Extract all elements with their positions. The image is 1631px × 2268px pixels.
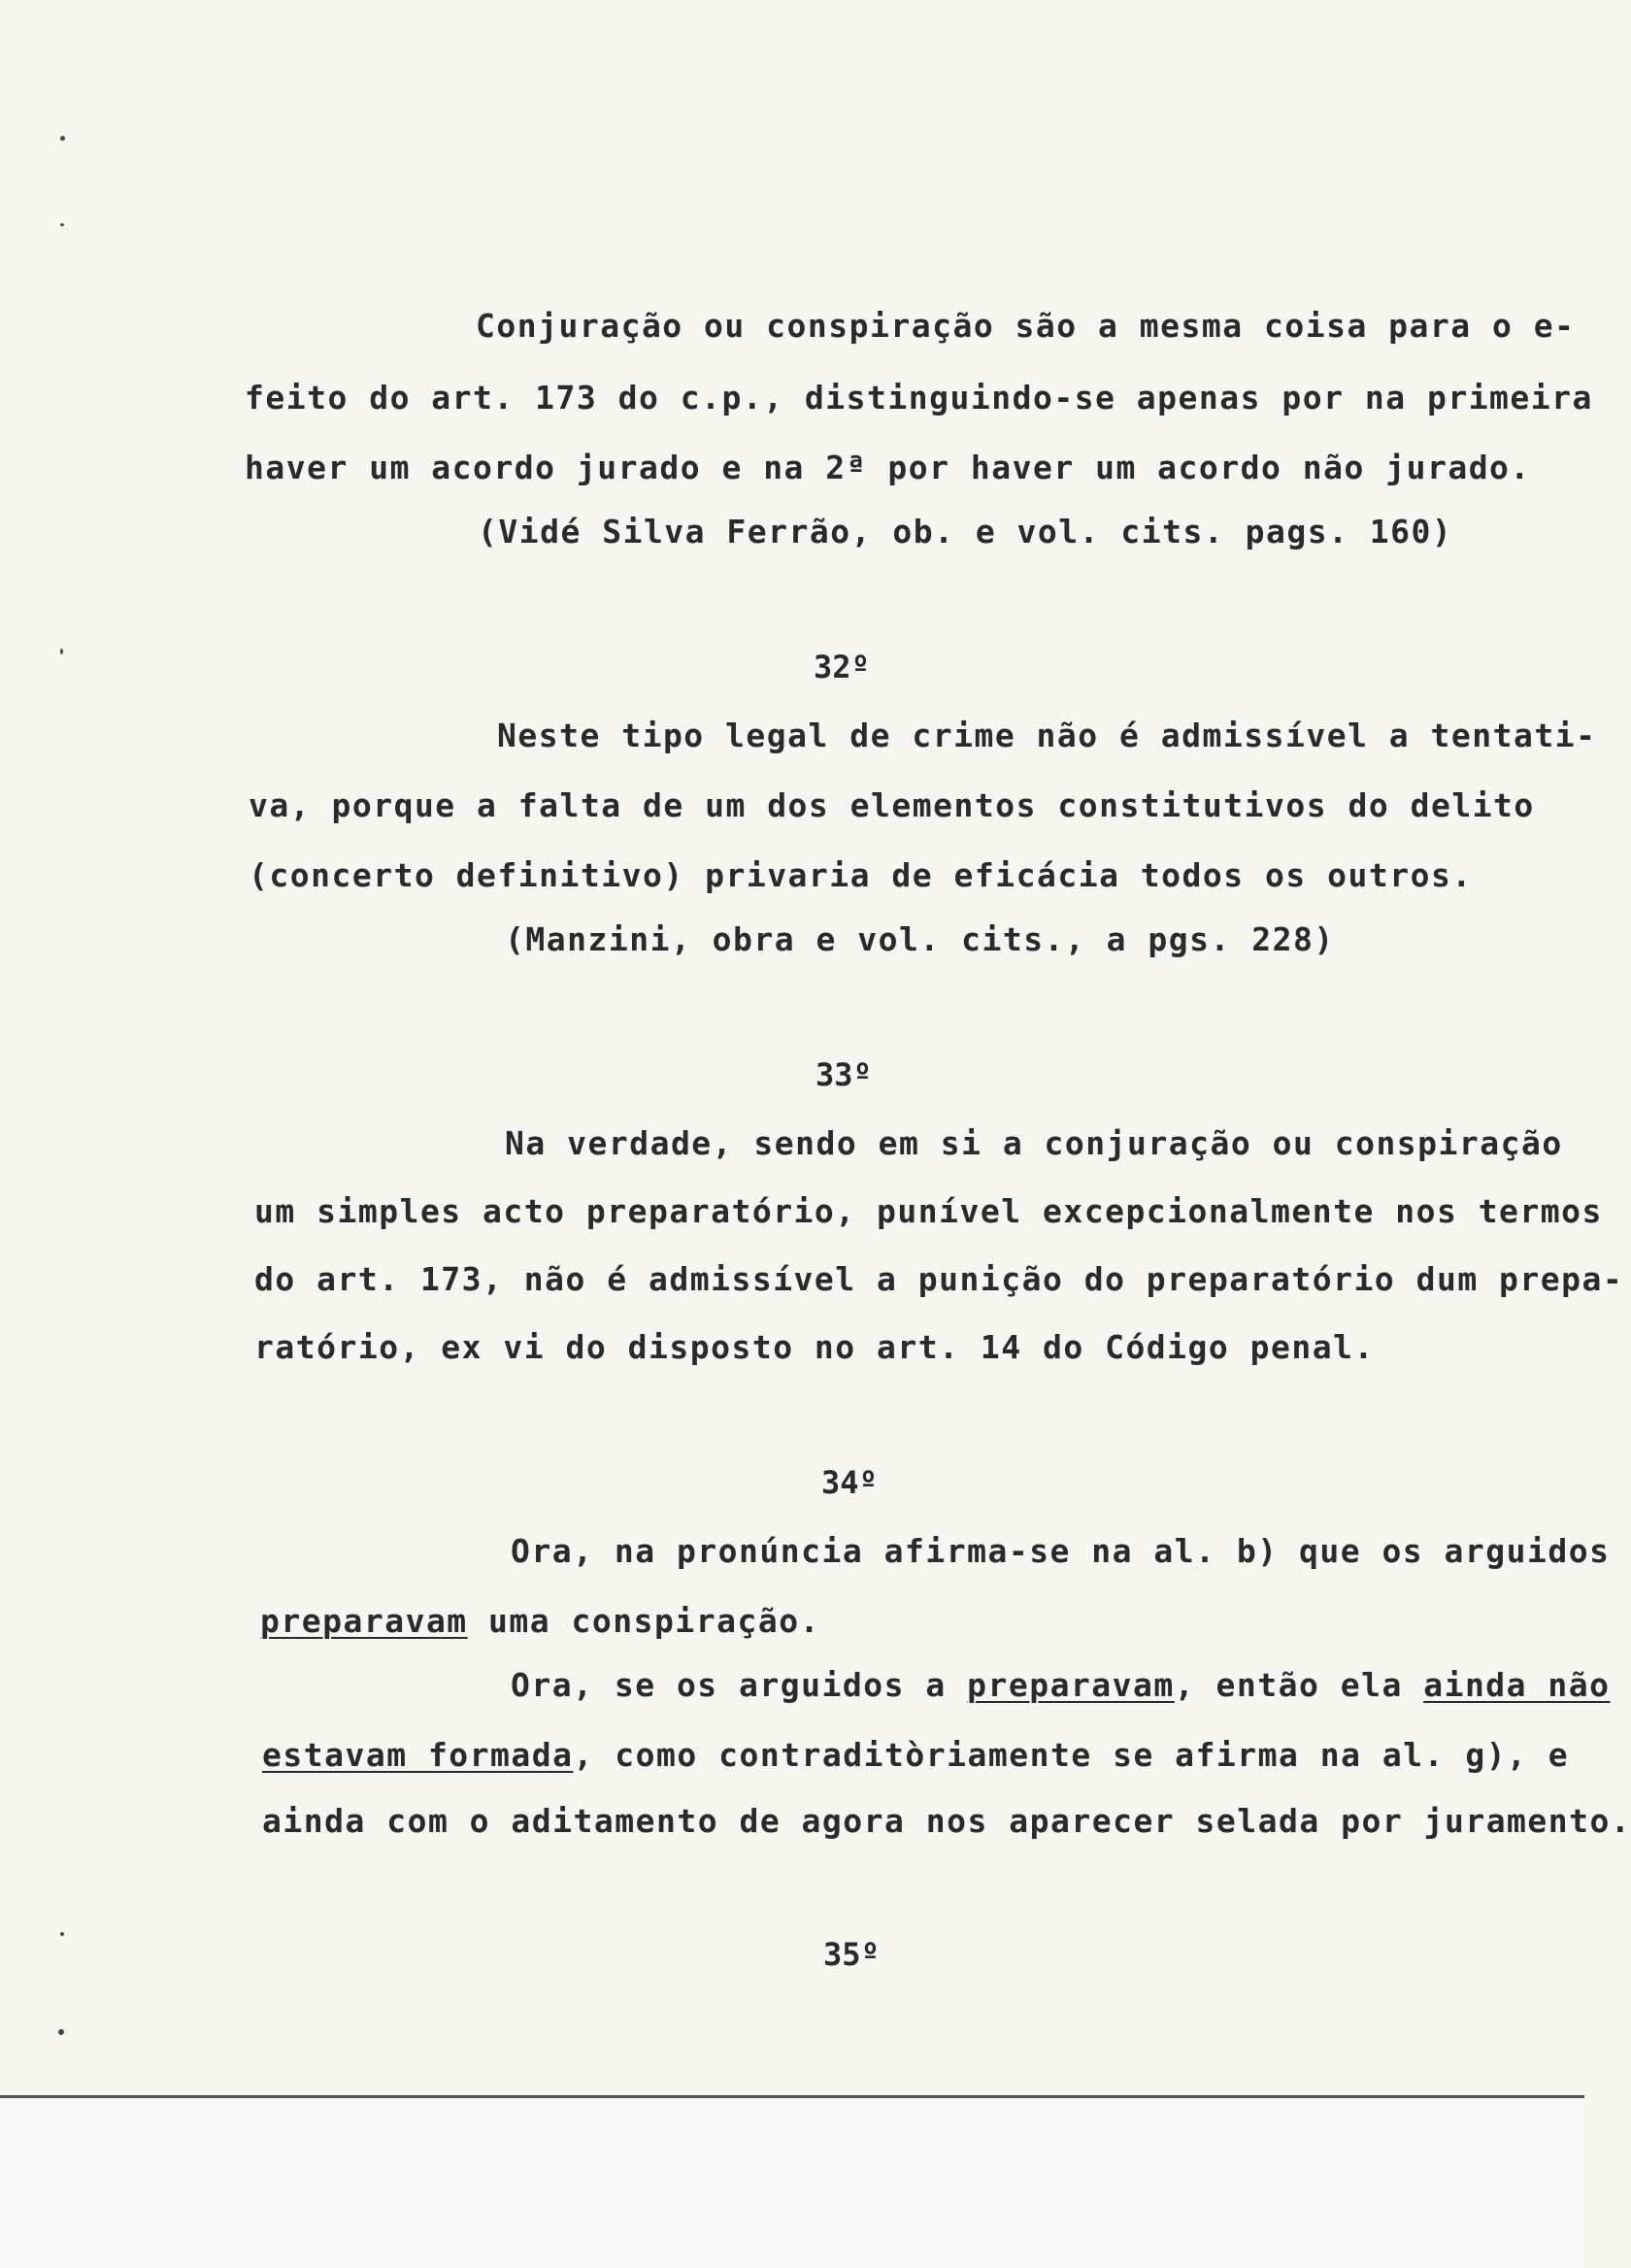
s33-line4: ratório, ex vi do disposto no art. 14 do Código penal. — [254, 1328, 1375, 1366]
p31-line3: haver um acordo jurado e na 2ª por haver um acordo não jurado. — [245, 449, 1531, 486]
s33-line1: Na verdade, sendo em si a conjuração ou conspiração — [505, 1124, 1563, 1162]
margin-speck-4 — [60, 1932, 64, 1936]
s34-line3-start: Ora, se os arguidos a — [511, 1666, 968, 1704]
s32-line1: Neste tipo legal de crime não é admissível a tentati- — [497, 717, 1597, 754]
margin-speck-3 — [60, 649, 63, 654]
s34-line4-rest: , como contraditòriamente se afirma na al. g), e — [573, 1736, 1570, 1774]
s34-underlined-preparavam-2: preparavam — [967, 1666, 1175, 1704]
margin-speck-1 — [60, 136, 65, 141]
scan-bottom-margin — [0, 2100, 1584, 2268]
s33-line2: um simples acto preparatório, punível excepcionalmente nos termos — [254, 1192, 1603, 1230]
s32-line2: va, porque a falta de um dos elementos constitutivos do delito — [249, 786, 1535, 824]
p31-line1: Conjuração ou conspiração são a mesma coisa para o e- — [476, 307, 1576, 345]
s34-line2-rest: uma conspiração. — [467, 1602, 820, 1640]
s34-line1: Ora, na pronúncia afirma-se na al. b) que os arguidos — [511, 1532, 1611, 1570]
s34-line4 — [262, 1736, 1569, 1774]
s32-line3: (concerto definitivo) privaria de eficácia todos os outros. — [249, 856, 1473, 894]
s34-line3-middle: , então ela — [1174, 1666, 1424, 1704]
section-33-number: 33º — [816, 1056, 872, 1093]
s33-line3: do art. 173, não é admissível a punição do preparatório dum prepa- — [254, 1260, 1624, 1298]
s32-citation: (Manzini, obra e vol. cits., a pgs. 228) — [505, 920, 1335, 958]
page-bottom-edge — [0, 2095, 1584, 2098]
s34-line5: ainda com o aditamento de agora nos aparecer selada por juramento. — [262, 1802, 1631, 1840]
section-32-number: 32º — [814, 649, 870, 685]
margin-speck-5 — [58, 2029, 64, 2035]
s34-line3 — [511, 1666, 1611, 1704]
section-34-number: 34º — [821, 1464, 878, 1501]
section-35-number: 35º — [823, 1936, 880, 1973]
p31-citation: (Vidé Silva Ferrão, ob. e vol. cits. pags. 160) — [478, 513, 1453, 550]
s34-line2 — [260, 1602, 820, 1640]
s34-underlined-ainda-nao: ainda não — [1423, 1666, 1611, 1704]
s34-underlined-preparavam: preparavam — [260, 1602, 468, 1640]
p31-line2: feito do art. 173 do c.p., distinguindo-se apenas por na primeira — [245, 379, 1593, 417]
s34-underlined-estavam-formada: estavam formada — [262, 1736, 574, 1774]
margin-speck-2 — [60, 223, 64, 226]
